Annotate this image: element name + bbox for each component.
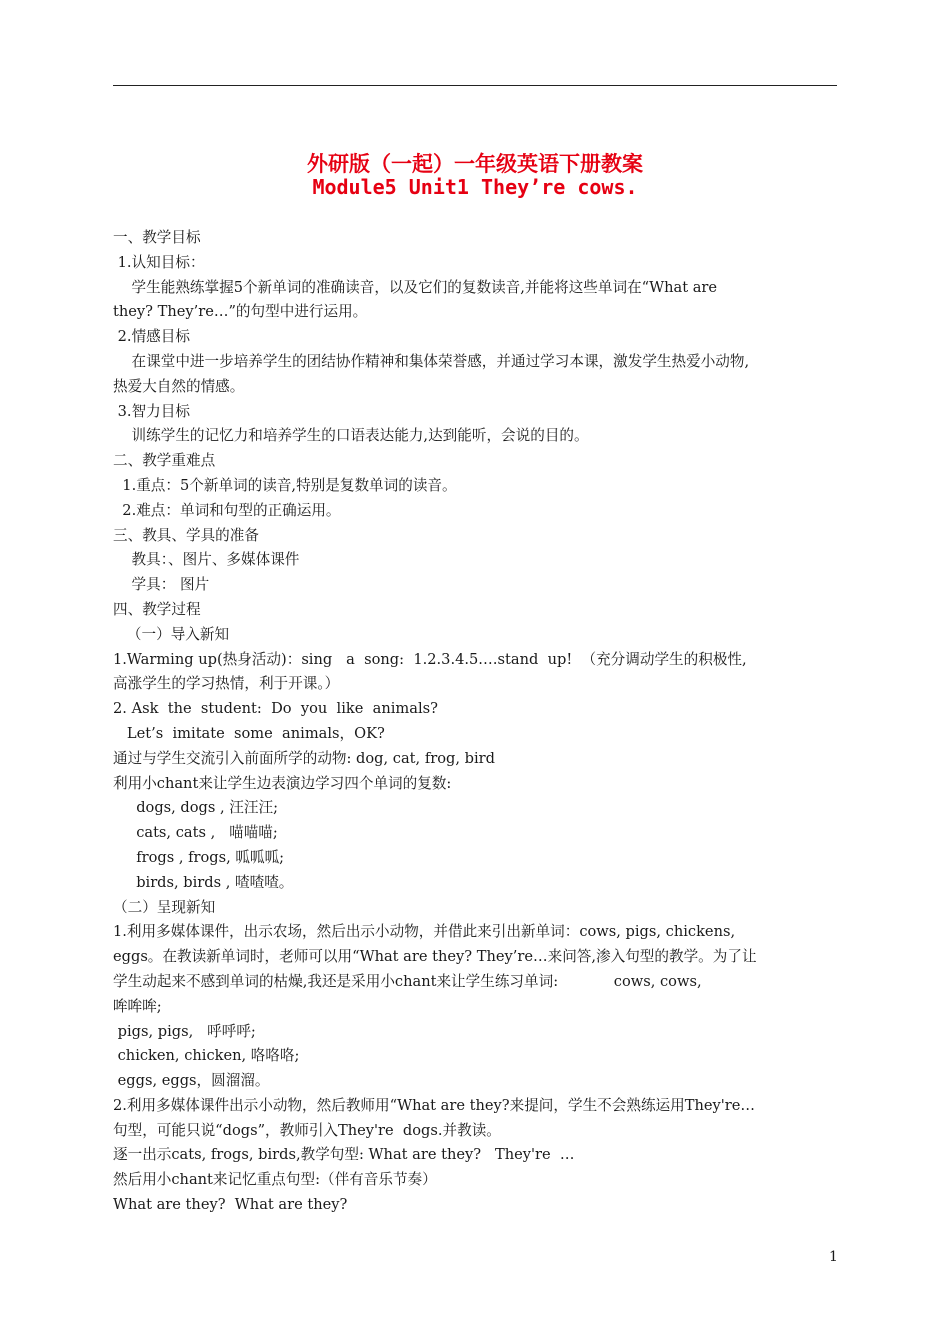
document-subtitle: Module5 Unit1 They’re cows.: [312, 175, 638, 199]
text-line: 四、教学过程: [113, 600, 201, 618]
text-line: 哞哞哞;: [113, 997, 162, 1015]
text-line: 然后用小chant来记忆重点句型:（伴有音乐节奏）: [113, 1171, 437, 1189]
text-line: chicken, chicken, 咯咯咯;: [113, 1047, 300, 1065]
text-line: eggs。在教读新单词时，老师可以用“What are they? They’re…来问答,渗入句型的教学。为了让: [113, 948, 757, 966]
text-line: 教具：、图片、多媒体课件: [113, 551, 300, 569]
document-title: 外研版（一起）一年级英语下册教案: [307, 151, 643, 176]
text-line: pigs, pigs, 呼呼呼;: [113, 1022, 256, 1040]
text-line: frogs , frogs, 呱呱呱;: [113, 848, 285, 866]
text-line: Let’s imitate some animals，OK?: [113, 724, 385, 742]
text-line: eggs, eggs，圆溜溜。: [113, 1072, 270, 1090]
text-line: What are they? What are they?: [113, 1196, 348, 1214]
text-line: 1.重点：5个新单词的读音,特别是复数单词的读音。: [113, 476, 457, 494]
text-line: 1.认知目标：: [113, 253, 205, 271]
text-line: 2. Ask the student: Do you like animals?: [113, 700, 438, 718]
text-line: 1.Warming up(热身活动)：sing a song: 1.2.3.4.5.…stand up! （充分调动学生的积极性,: [113, 650, 747, 668]
text-line: 一、教学目标: [113, 229, 201, 246]
text-line: 学具： 图片: [113, 576, 210, 594]
text-line: 高涨学生的学习热情，利于开课。）: [113, 675, 340, 693]
text-line: 三、教具、学具的准备: [113, 526, 259, 544]
text-line: （二）呈现新知: [113, 898, 216, 916]
text-line: 学生动起来不感到单词的枯燥,我还是采用小chant来让学生练习单词: cows, cows,: [113, 972, 702, 990]
text-line: birds, birds , 喳喳喳。: [113, 873, 294, 891]
text-line: 在课堂中进一步培养学生的团结协作精神和集体荣誉感，并通过学习本课，激发学生热爱小动物,: [113, 352, 750, 370]
text-line: 1.利用多媒体课件，出示农场，然后出示小动物，并借此来引出新单词：cows, pigs, chickens,: [113, 923, 736, 941]
text-line: 二、教学重难点: [113, 452, 216, 470]
header-rule: [113, 85, 837, 86]
text-line: 训练学生的记忆力和培养学生的口语表达能力,达到能听，会说的目的。: [113, 427, 589, 445]
text-line: 2.情感目标: [113, 328, 190, 346]
text-line: 利用小chant来让学生边表演边学习四个单词的复数:: [113, 774, 452, 792]
text-line: cats, cats , 喵喵喵;: [113, 824, 278, 842]
text-line: 2.难点：单词和句型的正确运用。: [113, 501, 341, 519]
text-line: （一）导入新知: [113, 625, 230, 643]
text-line: 3.智力目标: [113, 402, 190, 420]
text-line: 逐一出示cats, frogs, birds,教学句型: What are they? They're …: [113, 1146, 575, 1164]
text-line: dogs, dogs , 汪汪汪;: [113, 799, 279, 817]
text-line: 学生能熟练掌握5个新单词的准确读音，以及它们的复数读音,并能将这些单词在“What are: [113, 278, 718, 296]
text-line: they? They’re…”的句型中进行运用。: [113, 303, 368, 321]
text-line: 2.利用多媒体课件出示小动物，然后教师用“What are they?来提问，学生不会熟练运用They're…: [113, 1096, 755, 1114]
text-line: 热爱大自然的情感。: [113, 377, 245, 395]
page-number: 1: [829, 1249, 838, 1265]
lesson-plan-body: [113, 226, 839, 1218]
text-line: 句型，可能只说“dogs”，教师引入They're dogs.并教读。: [113, 1121, 501, 1139]
text-line: 通过与学生交流引入前面所学的动物: dog, cat, frog, bird: [113, 749, 495, 767]
